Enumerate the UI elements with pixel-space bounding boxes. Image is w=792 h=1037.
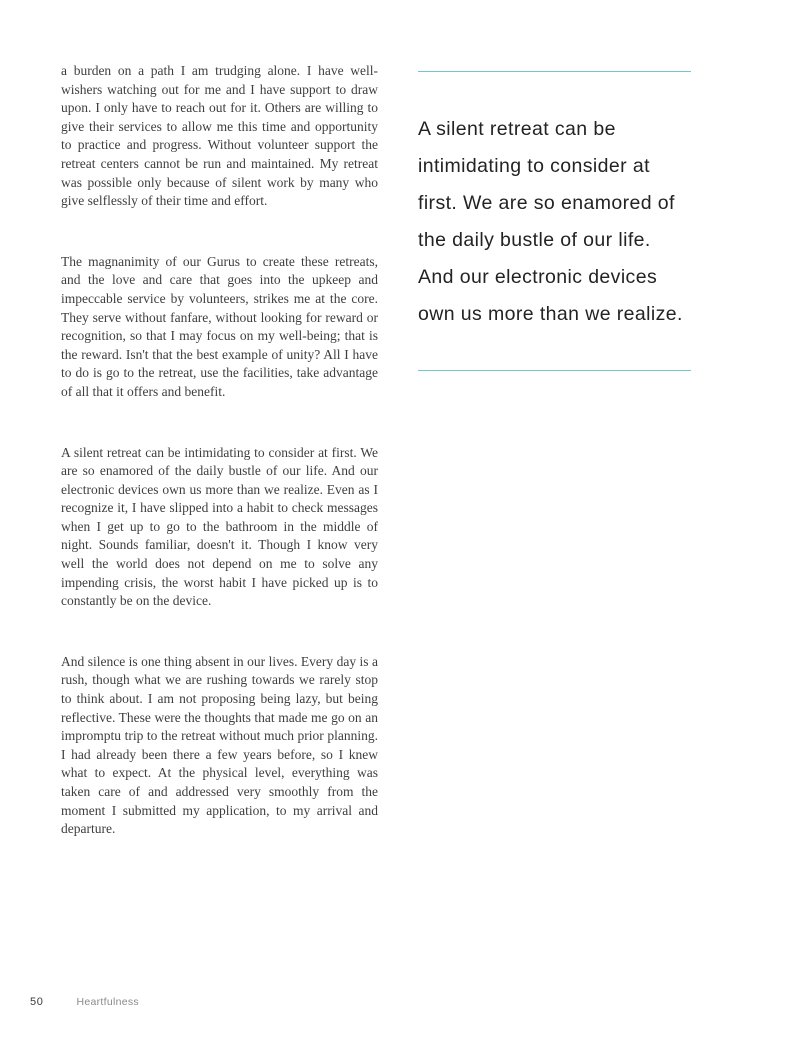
body-paragraph-1: a burden on a path I am trudging alone. I have well-wishers watching out for me and I have support to draw upon. I only have to reach out for it. Others are willing to give their services to allow me this time and opportunity to practice and progress. Without volunteer support the retreat centers cannot be run and maintained. My retreat was possible only because of silent work by many who give selflessly of their time and effort. [61,63,378,209]
body-text-column [61,62,378,839]
magazine-name: Heartfulness [76,996,139,1008]
body-paragraph-3: A silent retreat can be intimidating to consider at first. We are so enamored of the daily bustle of our life. And our electronic devices own us more than we realize. Even as I recognize it, I have slipped into a habit to check messages when I get up to go to the bathroom in the middle of night. Sounds familiar, doesn't it. Though I know very well the world does not depend on me to solve any impending crisis, the worst habit I have picked up is to constantly be on the device. [61,444,378,609]
page-number: 50 [30,996,44,1008]
body-paragraph-4: And silence is one thing absent in our lives. Every day is a rush, though what we are rushing towards we rarely stop to think about. I am not proposing being lazy, but being reflective. These were the thoughts that made me go on an impromptu trip to the retreat without much prior planning. I had already been there a few years before, so I knew what to expect. At the physical level, everything was taken care of and addressed very smoothly from the moment I submitted my application, to my arrival and departure. [61,653,378,837]
pull-quote-block [418,71,691,371]
pull-quote-text: A silent retreat can be intimidating to consider at first. We are so enamored of the daily bustle of our life. And our electronic devices own us more than we realize. [418,118,683,325]
pull-quote-top-rule [418,71,691,72]
body-paragraph-2: The magnanimity of our Gurus to create these retreats, and the love and care that goes into the upkeep and impeccable service by volunteers, strikes me at the core. They serve without fanfare, without looking for reward or recognition, so that I may focus on my well-being; that is the reward. Isn't that the best example of unity? All I have to do is go to the retreat, use the facilities, take advantage of all that it offers and benefit. [61,253,378,399]
pull-quote-bottom-rule [418,370,691,371]
page-footer [30,996,139,1008]
